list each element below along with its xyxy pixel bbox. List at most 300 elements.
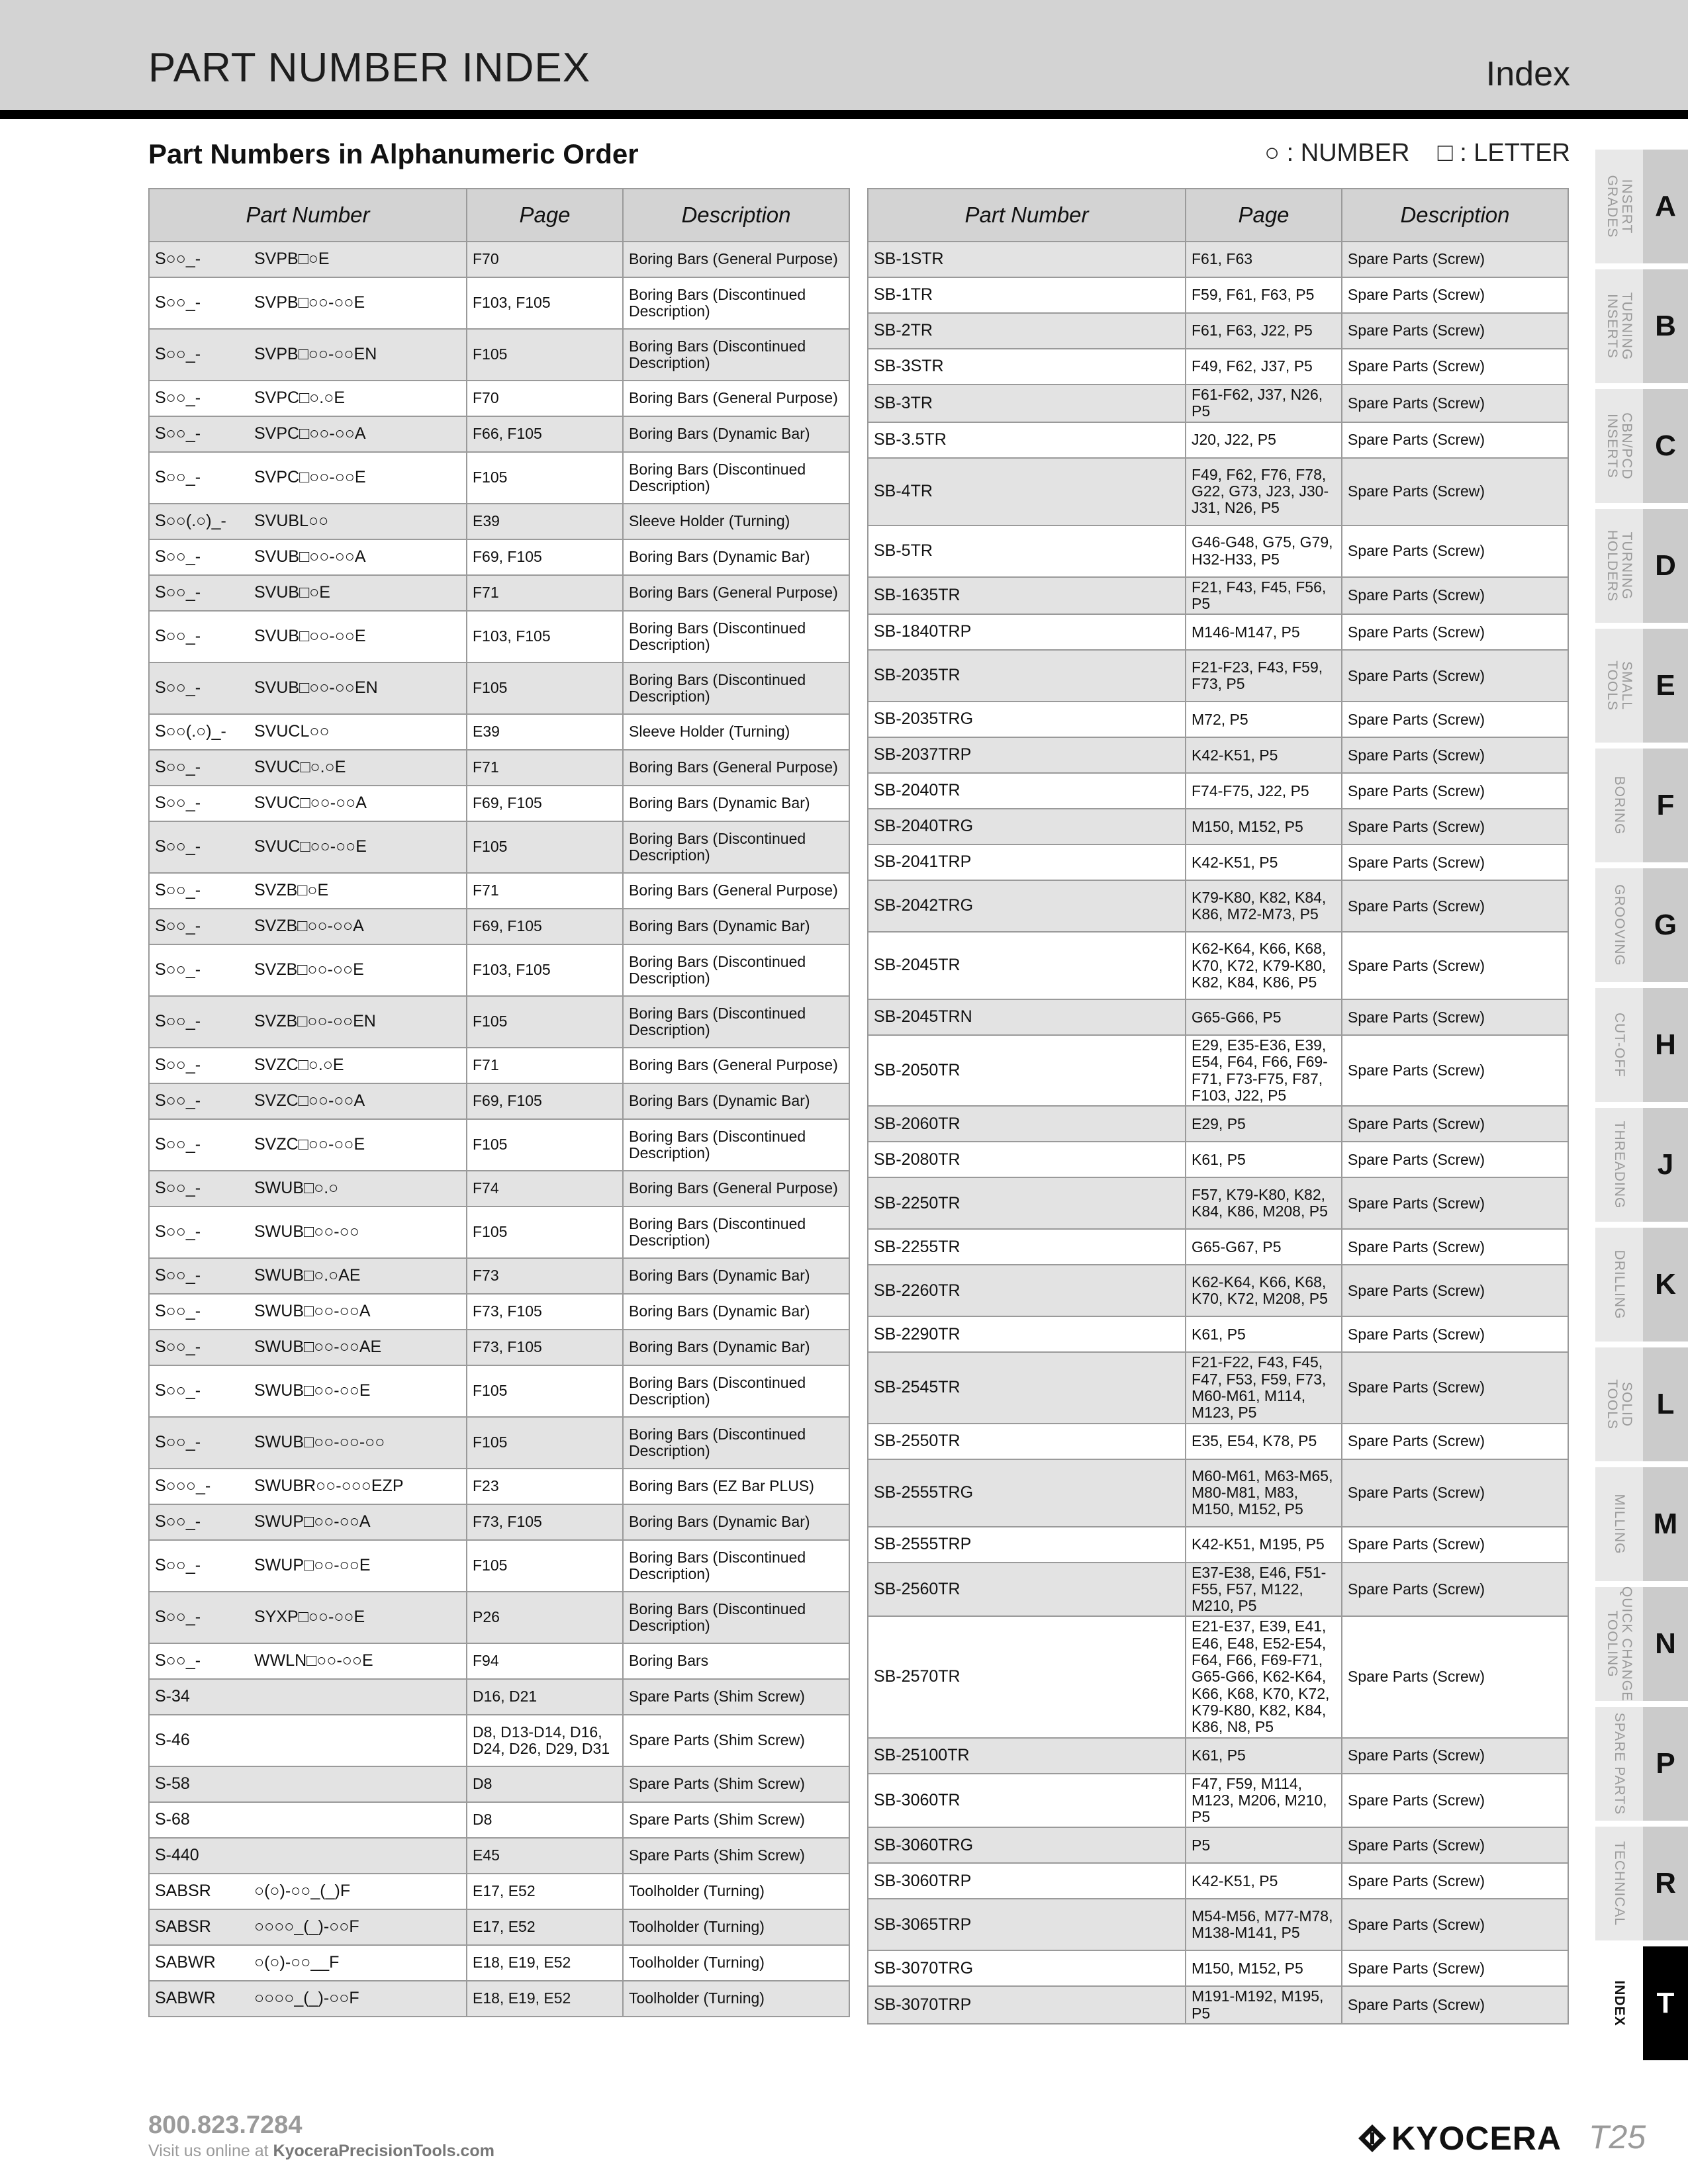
tab-cbn-pcd-inserts[interactable] <box>1595 389 1688 503</box>
part-number-cell <box>149 714 467 750</box>
part-number-cell: SB-2040TRG <box>868 809 1186 844</box>
page-cell: F105 <box>467 329 623 381</box>
part-number-cell <box>149 1258 467 1294</box>
part-number-code: SWUB□○○-○○ <box>254 1222 359 1242</box>
table-row <box>868 1265 1568 1316</box>
part-number-prefix: SABSR <box>155 1882 211 1901</box>
description-cell: Spare Parts (Screw) <box>1342 1229 1568 1265</box>
part-number-cell: SB-2045TRN <box>868 999 1186 1035</box>
description-cell: Boring Bars (General Purpose) <box>623 873 849 909</box>
part-number-cell <box>149 1679 467 1715</box>
tab-spare-parts[interactable] <box>1595 1707 1688 1821</box>
tab-letter: E <box>1643 629 1688 743</box>
part-number-cell: SB-3TR <box>868 385 1186 422</box>
part-number-code: SVPC□○○-○○A <box>254 424 366 443</box>
page-cell: M60-M61, M63-M65, M80-M81, M83, M150, M152, P5 <box>1186 1459 1342 1527</box>
page-cell: F47, F59, M114, M123, M206, M210, P5 <box>1186 1774 1342 1828</box>
table-row <box>868 1352 1568 1423</box>
header-description: Description <box>623 189 849 242</box>
page-cell: J20, J22, P5 <box>1186 422 1342 458</box>
description-cell: Spare Parts (Shim Screw) <box>623 1715 849 1766</box>
tab-side-label <box>1595 1467 1643 1581</box>
tab-insert-grades[interactable] <box>1595 150 1688 263</box>
part-number-cell <box>149 1365 467 1417</box>
table-row <box>868 1229 1568 1265</box>
part-number-code: SVPC□○.○E <box>254 388 345 408</box>
description-cell: Spare Parts (Screw) <box>1342 1774 1568 1828</box>
page-cell: F57, K79-K80, K82, K84, K86, M208, P5 <box>1186 1177 1342 1229</box>
description-cell: Spare Parts (Screw) <box>1342 1863 1568 1899</box>
page-cell: K42-K51, P5 <box>1186 1863 1342 1899</box>
tab-letter: K <box>1643 1228 1688 1342</box>
table-row <box>868 1177 1568 1229</box>
part-number-prefix: S○○_- <box>155 1338 201 1357</box>
tab-letter: F <box>1643 749 1688 862</box>
table-row <box>868 737 1568 773</box>
tab-side-label <box>1595 509 1643 623</box>
tab-letter: H <box>1643 988 1688 1102</box>
page-cell: F103, F105 <box>467 944 623 996</box>
table-row <box>868 577 1568 615</box>
description-cell: Spare Parts (Screw) <box>1342 614 1568 650</box>
part-number-prefix: S○○_- <box>155 1091 201 1111</box>
part-number-cell <box>149 575 467 611</box>
tab-cut-off[interactable] <box>1595 988 1688 1102</box>
part-number-cell: SB-5TR <box>868 525 1186 577</box>
description-cell: Boring Bars (Discontinued Description) <box>623 1417 849 1469</box>
page-cell: F49, F62, F76, F78, G22, G73, J23, J30-J31, N26, P5 <box>1186 458 1342 525</box>
description-cell: Boring Bars (Dynamic Bar) <box>623 786 849 821</box>
table-row <box>868 1527 1568 1563</box>
table-row <box>149 1171 849 1206</box>
part-number-code: SVUC□○○-○○E <box>254 837 367 856</box>
part-number-cell: SB-1TR <box>868 277 1186 313</box>
description-cell: Boring Bars (Discontinued Description) <box>623 944 849 996</box>
table-row <box>868 809 1568 844</box>
part-number-cell: SB-2060TR <box>868 1106 1186 1142</box>
table-row <box>149 1715 849 1766</box>
description-cell: Boring Bars (Discontinued Description) <box>623 996 849 1048</box>
page-cell: F59, F61, F63, P5 <box>1186 277 1342 313</box>
page-cell: F73, F105 <box>467 1330 623 1365</box>
table-row <box>868 1950 1568 1986</box>
part-number-cell: SB-3070TRG <box>868 1950 1186 1986</box>
description-cell: Spare Parts (Screw) <box>1342 1527 1568 1563</box>
tab-letter: G <box>1643 868 1688 982</box>
tab-milling[interactable] <box>1595 1467 1688 1581</box>
tab-grooving[interactable] <box>1595 868 1688 982</box>
part-number-cell <box>149 1802 467 1838</box>
page-cell: F105 <box>467 821 623 873</box>
table-row <box>149 1909 849 1945</box>
table-row <box>149 1258 849 1294</box>
part-number-cell: SB-2035TR <box>868 650 1186 702</box>
part-number-cell: SB-3STR <box>868 349 1186 385</box>
part-number-prefix: S○○_- <box>155 1512 201 1531</box>
website-prefix: Visit us online at <box>148 2142 273 2160</box>
part-number-prefix: S○○(.○)_- <box>155 722 226 741</box>
table-row <box>149 1330 849 1365</box>
tab-technical[interactable] <box>1595 1827 1688 1940</box>
part-number-cell: SB-2041TRP <box>868 844 1186 880</box>
part-number-code: SWUP□○○-○○A <box>254 1512 371 1531</box>
page-cell: E35, E54, K78, P5 <box>1186 1424 1342 1459</box>
table-row <box>868 525 1568 577</box>
tab-label: SPARE PARTS <box>1612 1712 1628 1815</box>
part-number-cell: SB-2080TR <box>868 1142 1186 1177</box>
description-cell: Spare Parts (Screw) <box>1342 1459 1568 1527</box>
part-number-cell <box>149 1592 467 1643</box>
description-cell: Boring Bars (Discontinued Description) <box>623 662 849 714</box>
description-cell: Boring Bars (Dynamic Bar) <box>623 909 849 944</box>
page-cell: D16, D21 <box>467 1679 623 1715</box>
part-number-cell <box>149 750 467 786</box>
description-cell: Spare Parts (Screw) <box>1342 1899 1568 1950</box>
tab-solid-tools[interactable] <box>1595 1347 1688 1461</box>
description-cell: Boring Bars (EZ Bar PLUS) <box>623 1469 849 1504</box>
part-number-code: ○○○○_(_)-○○F <box>254 1917 359 1936</box>
description-cell: Spare Parts (Screw) <box>1342 702 1568 737</box>
tab-letter: J <box>1643 1108 1688 1222</box>
page-cell: K61, P5 <box>1186 1316 1342 1352</box>
part-number-cell: SB-2250TR <box>868 1177 1186 1229</box>
page-cell: F71 <box>467 873 623 909</box>
tab-drilling[interactable] <box>1595 1228 1688 1342</box>
part-number-code: SVZB□○E <box>254 881 329 900</box>
page-cell: F105 <box>467 996 623 1048</box>
page-cell: G65-G66, P5 <box>1186 999 1342 1035</box>
page-cell: F105 <box>467 452 623 504</box>
tab-label: GROOVING <box>1612 884 1628 966</box>
part-number-code: SVUC□○.○E <box>254 758 346 777</box>
part-number-prefix: S○○_- <box>155 293 201 312</box>
description-cell: Spare Parts (Screw) <box>1342 458 1568 525</box>
part-number-cell: SB-25100TR <box>868 1738 1186 1774</box>
table-row <box>868 422 1568 458</box>
description-cell: Spare Parts (Screw) <box>1342 525 1568 577</box>
table-row <box>149 1206 849 1258</box>
table-row <box>149 452 849 504</box>
part-number-cell <box>149 1417 467 1469</box>
tab-side-label <box>1595 629 1643 743</box>
part-number-cell: SB-1635TR <box>868 577 1186 615</box>
table-row <box>868 773 1568 809</box>
part-number-cell: SB-2550TR <box>868 1424 1186 1459</box>
tab-turning-holders[interactable] <box>1595 509 1688 623</box>
table-row <box>149 1294 849 1330</box>
part-number-cell <box>149 1945 467 1981</box>
tab-index[interactable] <box>1595 1946 1688 2060</box>
part-number-prefix: S○○○_- <box>155 1477 211 1496</box>
part-number-prefix: S○○_- <box>155 627 201 646</box>
part-number-cell: SB-2042TRG <box>868 880 1186 932</box>
page-cell: M72, P5 <box>1186 702 1342 737</box>
part-number-code: SVZB□○○-○○A <box>254 917 364 936</box>
table-row <box>149 1592 849 1643</box>
page-cell: G65-G67, P5 <box>1186 1229 1342 1265</box>
table-row <box>868 1774 1568 1828</box>
part-number-code: SWUB□○○-○○-○○ <box>254 1433 385 1452</box>
table-row <box>868 1424 1568 1459</box>
part-number-code: SVPB□○○-○○E <box>254 293 365 312</box>
table-row <box>149 1838 849 1874</box>
description-cell: Spare Parts (Screw) <box>1342 650 1568 702</box>
table-row <box>149 909 849 944</box>
tab-label: SOLID TOOLS <box>1605 1379 1635 1430</box>
table-row <box>868 458 1568 525</box>
part-number-code: SVZC□○.○E <box>254 1056 344 1075</box>
tab-letter: B <box>1643 269 1688 383</box>
description-cell: Boring Bars (Dynamic Bar) <box>623 1330 849 1365</box>
table-row <box>868 1899 1568 1950</box>
part-number-cell <box>149 381 467 416</box>
page-cell: F70 <box>467 381 623 416</box>
tab-boring[interactable] <box>1595 749 1688 862</box>
page-cell: F69, F105 <box>467 539 623 575</box>
part-number-code: SVZC□○○-○○E <box>254 1135 365 1154</box>
description-cell: Boring Bars (Dynamic Bar) <box>623 1294 849 1330</box>
page-cell: F69, F105 <box>467 786 623 821</box>
table-header-row <box>868 189 1568 242</box>
description-cell: Spare Parts (Shim Screw) <box>623 1838 849 1874</box>
part-number-prefix: S-34 <box>155 1687 190 1706</box>
description-cell: Boring Bars (General Purpose) <box>623 1048 849 1083</box>
tab-side-label <box>1595 988 1643 1102</box>
table-row <box>149 381 849 416</box>
description-cell: Boring Bars (Discontinued Description) <box>623 821 849 873</box>
tab-letter: C <box>1643 389 1688 503</box>
page-title: PART NUMBER INDEX <box>148 45 591 91</box>
description-cell: Spare Parts (Screw) <box>1342 773 1568 809</box>
description-cell: Spare Parts (Screw) <box>1342 1563 1568 1617</box>
part-number-code: WWLN□○○-○○E <box>254 1651 373 1670</box>
part-number-cell: SB-3065TRP <box>868 1899 1186 1950</box>
part-number-code: SVZB□○○-○○E <box>254 960 364 979</box>
part-number-cell: SB-3060TRP <box>868 1863 1186 1899</box>
part-number-code: SVUBL○○ <box>254 512 329 531</box>
part-number-cell: SB-2555TRG <box>868 1459 1186 1527</box>
part-number-code: SWUB□○○-○○E <box>254 1381 371 1400</box>
page-cell: F73 <box>467 1258 623 1294</box>
page-cell: M150, M152, P5 <box>1186 1950 1342 1986</box>
part-number-code: SVUC□○○-○○A <box>254 794 367 813</box>
page-cell: F71 <box>467 1048 623 1083</box>
description-cell: Boring Bars (General Purpose) <box>623 750 849 786</box>
table-row <box>868 1106 1568 1142</box>
table-row <box>149 1679 849 1715</box>
description-cell: Spare Parts (Screw) <box>1342 385 1568 422</box>
page-cell: K42-K51, P5 <box>1186 844 1342 880</box>
description-cell: Boring Bars (Discontinued Description) <box>623 1540 849 1592</box>
table-row <box>868 385 1568 422</box>
description-cell: Spare Parts (Screw) <box>1342 1177 1568 1229</box>
tab-small-tools[interactable] <box>1595 629 1688 743</box>
table-row <box>149 714 849 750</box>
tab-letter: T <box>1643 1946 1688 2060</box>
description-cell: Spare Parts (Screw) <box>1342 1986 1568 2024</box>
section-label: Index <box>1485 55 1570 93</box>
table-row <box>149 611 849 662</box>
table-row <box>149 242 849 277</box>
part-number-cell <box>149 996 467 1048</box>
page-cell: F71 <box>467 575 623 611</box>
description-cell: Spare Parts (Screw) <box>1342 349 1568 385</box>
part-number-code: ○(○)-○○_(_)F <box>254 1882 351 1901</box>
tab-label: SMALL TOOLS <box>1605 660 1635 711</box>
part-number-code: SVZC□○○-○○A <box>254 1091 365 1111</box>
tab-side-label <box>1595 1946 1643 2060</box>
part-number-prefix: S○○_- <box>155 1556 201 1575</box>
page-cell: F103, F105 <box>467 611 623 662</box>
table-row <box>149 1365 849 1417</box>
description-cell: Spare Parts (Screw) <box>1342 1738 1568 1774</box>
page-cell: F74 <box>467 1171 623 1206</box>
page-cell: F69, F105 <box>467 1083 623 1119</box>
page-cell: M146-M147, P5 <box>1186 614 1342 650</box>
table-row <box>868 614 1568 650</box>
table-row <box>868 1459 1568 1527</box>
page-cell: K61, P5 <box>1186 1738 1342 1774</box>
part-number-cell <box>149 242 467 277</box>
header-rule <box>0 110 1688 119</box>
part-number-prefix: S○○_- <box>155 758 201 777</box>
part-number-cell: SB-1STR <box>868 242 1186 277</box>
part-number-cell <box>149 416 467 452</box>
part-number-prefix: S○○_- <box>155 388 201 408</box>
description-cell: Sleeve Holder (Turning) <box>623 714 849 750</box>
page-cell: F71 <box>467 750 623 786</box>
tab-side-label <box>1595 1587 1643 1701</box>
description-cell: Spare Parts (Screw) <box>1342 1142 1568 1177</box>
tab-letter: R <box>1643 1827 1688 1940</box>
part-table-left <box>148 188 850 2017</box>
part-number-code: SVUB□○○-○○E <box>254 627 366 646</box>
page-cell: M191-M192, M195, P5 <box>1186 1986 1342 2024</box>
part-number-code: SVZB□○○-○○EN <box>254 1012 376 1031</box>
page-cell: K62-K64, K66, K68, K70, K72, K79-K80, K82, K84, K86, P5 <box>1186 932 1342 999</box>
table-row <box>868 313 1568 349</box>
part-number-cell <box>149 1083 467 1119</box>
part-number-prefix: S-46 <box>155 1731 190 1750</box>
part-number-cell <box>149 821 467 873</box>
page-cell: K61, P5 <box>1186 1142 1342 1177</box>
page-cell: D8 <box>467 1766 623 1802</box>
page-cell: F105 <box>467 1119 623 1171</box>
page-cell: F66, F105 <box>467 416 623 452</box>
part-number-cell <box>149 504 467 539</box>
part-number-prefix: S○○_- <box>155 1222 201 1242</box>
tab-side-label <box>1595 1827 1643 1940</box>
header-part-number: Part Number <box>149 189 467 242</box>
description-cell: Boring Bars (Dynamic Bar) <box>623 539 849 575</box>
page-cell: F73, F105 <box>467 1294 623 1330</box>
description-cell: Spare Parts (Screw) <box>1342 1352 1568 1423</box>
part-number-prefix: S○○_- <box>155 547 201 567</box>
website-link[interactable]: KyoceraPrecisionTools.com <box>273 2142 494 2160</box>
tab-side-label <box>1595 1347 1643 1461</box>
description-cell: Boring Bars (Discontinued Description) <box>623 452 849 504</box>
part-number-code: SWUB□○.○AE <box>254 1266 361 1285</box>
part-number-cell <box>149 1981 467 2017</box>
part-number-prefix: S○○_- <box>155 1135 201 1154</box>
table-row <box>868 1142 1568 1177</box>
part-number-cell <box>149 1838 467 1874</box>
page-cell: F94 <box>467 1643 623 1679</box>
part-number-cell: SB-2560TR <box>868 1563 1186 1617</box>
table-row <box>149 1083 849 1119</box>
description-cell: Spare Parts (Shim Screw) <box>623 1766 849 1802</box>
page-cell: E18, E19, E52 <box>467 1945 623 1981</box>
page-cell: E21-E37, E39, E41, E46, E48, E52-E54, F64, F66, F69-F71, G65-G66, K62-K64, K66, K68, K70, K72, K79-K80, K82, K84, K86, N8, P5 <box>1186 1616 1342 1737</box>
part-number-prefix: S○○_- <box>155 468 201 487</box>
part-number-cell: SB-3060TR <box>868 1774 1186 1828</box>
table-row <box>149 786 849 821</box>
part-number-prefix: S○○_- <box>155 345 201 364</box>
part-number-prefix: S○○_- <box>155 1608 201 1627</box>
part-number-prefix: S○○_- <box>155 837 201 856</box>
part-table-right <box>867 188 1569 2025</box>
table-row <box>149 873 849 909</box>
tab-side-label <box>1595 389 1643 503</box>
part-number-prefix: S○○_- <box>155 1012 201 1031</box>
tab-turning-inserts[interactable] <box>1595 269 1688 383</box>
description-cell: Toolholder (Turning) <box>623 1909 849 1945</box>
part-number-prefix: S○○_- <box>155 794 201 813</box>
part-number-cell: SB-3060TRG <box>868 1827 1186 1863</box>
tab-label: TECHNICAL <box>1612 1841 1628 1927</box>
part-number-code: ○○○○_(_)-○○F <box>254 1989 359 2008</box>
page-cell: F73, F105 <box>467 1504 623 1540</box>
part-number-prefix: S-58 <box>155 1774 190 1794</box>
part-number-code: SVPB□○○-○○EN <box>254 345 377 364</box>
part-number-cell: SB-2045TR <box>868 932 1186 999</box>
part-number-cell: SB-1840TRP <box>868 614 1186 650</box>
tab-side-label <box>1595 150 1643 263</box>
section-tabs <box>1595 150 1688 2066</box>
page-cell: E17, E52 <box>467 1874 623 1909</box>
tab-side-label <box>1595 868 1643 982</box>
part-number-code: SWUBR○○-○○○EZP <box>254 1477 404 1496</box>
website-line <box>148 2143 494 2160</box>
part-number-cell <box>149 1330 467 1365</box>
description-cell: Spare Parts (Screw) <box>1342 809 1568 844</box>
part-number-prefix: S○○(.○)_- <box>155 512 226 531</box>
square-icon: □ <box>1437 139 1453 167</box>
tab-label: CUT-OFF <box>1612 1013 1628 1077</box>
table-row <box>868 277 1568 313</box>
part-number-cell <box>149 452 467 504</box>
table-header-row <box>149 189 849 242</box>
description-cell: Spare Parts (Screw) <box>1342 1035 1568 1106</box>
tab-quick-change-tooling[interactable] <box>1595 1587 1688 1701</box>
page-cell: E29, P5 <box>1186 1106 1342 1142</box>
description-cell: Spare Parts (Screw) <box>1342 737 1568 773</box>
description-cell: Boring Bars (Discontinued Description) <box>623 277 849 329</box>
part-number-cell: SB-2035TRG <box>868 702 1186 737</box>
table-row <box>149 750 849 786</box>
part-number-cell <box>149 1643 467 1679</box>
table-row <box>149 1643 849 1679</box>
description-cell: Spare Parts (Shim Screw) <box>623 1802 849 1838</box>
description-cell: Boring Bars (Dynamic Bar) <box>623 416 849 452</box>
page-cell: F70 <box>467 242 623 277</box>
description-cell: Spare Parts (Screw) <box>1342 1424 1568 1459</box>
tab-letter: A <box>1643 150 1688 263</box>
header-page: Page <box>467 189 623 242</box>
tab-threading[interactable] <box>1595 1108 1688 1222</box>
table-row <box>868 880 1568 932</box>
part-number-cell <box>149 1504 467 1540</box>
